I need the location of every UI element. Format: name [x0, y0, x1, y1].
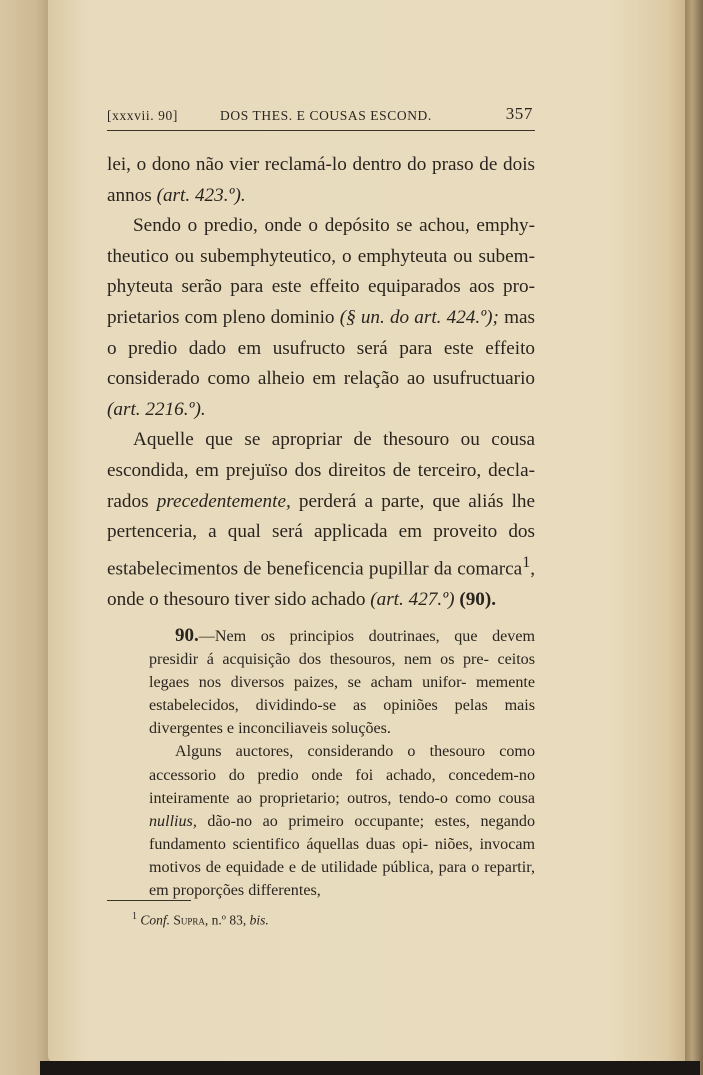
footnote-conf: Conf.: [140, 912, 171, 928]
footnote-supra: Supra,: [173, 912, 209, 928]
article-ref: (art. 427.º): [370, 588, 455, 610]
page-number: 357: [505, 104, 533, 123]
note-paragraph-1: [149, 624, 535, 740]
note-dash: —: [198, 628, 215, 645]
running-title: DOS THES. E COUSAS ESCOND.: [220, 108, 432, 123]
note-paragraph-1-text: Nem os principios doutrinaes, que devem presidir á acquisição dos thesouros, nem os pre- ceitos legaes nos diversos paizes, se acham unifor- memente estabelecidos, dividindo-se as opiniões pelas mais divergentes e inconciliaveis soluções.: [149, 628, 535, 738]
note-paragraph-2: [149, 740, 535, 902]
section-ref: (90).: [459, 588, 497, 610]
footnote-rule: [107, 900, 191, 901]
footnote-marker: 1: [522, 553, 531, 571]
emphasis: precedentemente,: [156, 490, 291, 512]
paragraph-3-text-end: , onde o thesouro tiver sido achado: [107, 558, 535, 610]
note-number: 90.: [175, 625, 199, 646]
commentary-note: [149, 624, 535, 902]
main-text: [107, 150, 535, 615]
paragraph-2: [107, 211, 535, 425]
paragraph-3: [107, 425, 535, 615]
note-paragraph-2-text: Alguns auctores, considerando o thesouro como accessorio do predio onde foi achado, concedem-no inteiramente ao proprietario; outros, tendo-o como cousa: [149, 743, 535, 807]
footnote-mark: 1: [132, 911, 137, 922]
bottom-shadow: [40, 1061, 700, 1075]
footnote-bis: bis.: [249, 912, 269, 928]
paragraph-2-text: Sendo o predio, onde o depósito se achou, emphy- theutico ou subemphyteutico, o emphyteuta ou subem- phyteuta serão para este effeito equiparados aos pro- prietarios com pleno dominio: [107, 215, 535, 328]
running-header: [107, 104, 535, 131]
paragraph-1: [107, 150, 535, 211]
article-ref: (art. 423.º).: [156, 184, 246, 206]
paragraph-2-text-cont: mas o predio dado em usufructo será para este effeito considerado como alheio em relação ao usufructuario: [107, 306, 536, 390]
article-ref: (art. 2216.º).: [107, 398, 206, 420]
paragraph-3-text: Aquelle que se apropriar de thesouro ou cousa escondida, em prejuïso dos direitos de terceiro, decla- rados: [107, 429, 535, 512]
note-paragraph-2-text-cont: dão-no ao primeiro occupante; estes, negando fundamento scientifico áquellas duas opi- niões, invocam motivos de equidade e de utilidade pública, para o repartir, em proporções differentes,: [149, 812, 535, 900]
footnote: [132, 908, 532, 930]
paragraph-3-text-cont: perderá a parte, que aliás lhe pertenceria, a qual será applicada em proveito dos estabelecimentos de beneficencia pupillar da comarca: [107, 490, 536, 580]
emphasis: nullius,: [149, 812, 197, 830]
right-page-stack: [685, 0, 703, 1075]
section-reference: [xxxvii. 90]: [107, 108, 178, 123]
article-ref: (§ un. do art. 424.º);: [339, 306, 499, 328]
footnote-number: n.º 83,: [211, 912, 247, 928]
paragraph-1-text: lei, o dono não vier reclamá-lo dentro do praso de dois annos: [107, 154, 535, 206]
